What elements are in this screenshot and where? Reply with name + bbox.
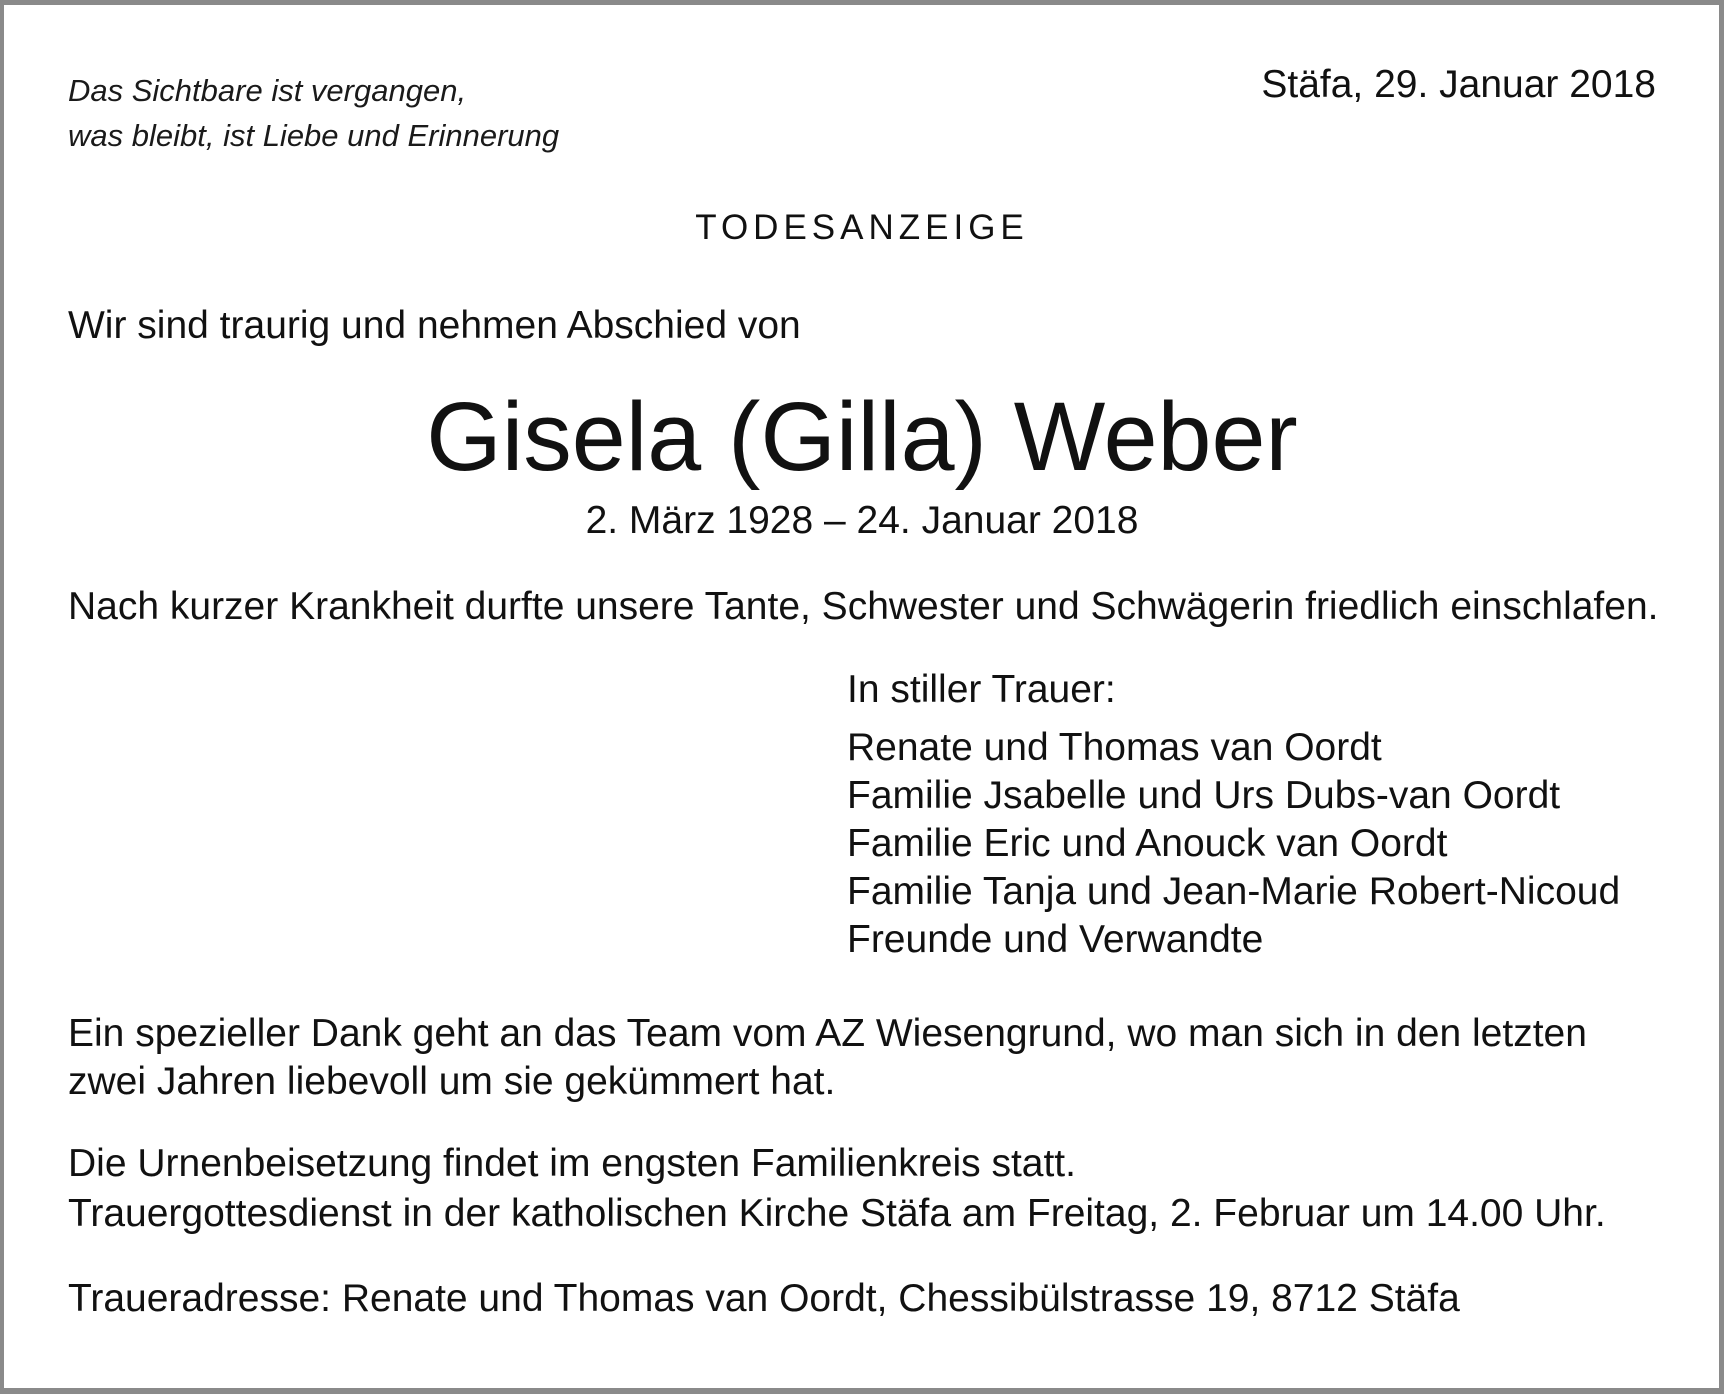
service-paragraph xyxy=(68,1139,1606,1239)
motto-line-1: Das Sichtbare ist vergangen, xyxy=(68,73,467,108)
mourner-entry: Familie Tanja und Jean-Marie Robert-Nicoud xyxy=(847,870,1621,913)
thanks-paragraph xyxy=(68,1010,1587,1106)
mourners-list xyxy=(847,724,1620,964)
mourners-label: In stiller Trauer: xyxy=(847,668,1116,711)
service-line-2: Trauergottesdienst in der katholischen Kirche Stäfa am Freitag, 2. Februar um 14.00 Uhr. xyxy=(68,1192,1606,1235)
motto-line-2: was bleibt, ist Liebe und Erinnerung xyxy=(68,118,560,153)
mourner-entry: Freunde und Verwandte xyxy=(847,918,1264,961)
passing-sentence: Nach kurzer Krankheit durfte unsere Tante, Schwester und Schwägerin friedlich einschlafen. xyxy=(68,585,1659,628)
mourning-address: Traueradresse: Renate und Thomas van Oordt, Chessibülstrasse 19, 8712 Stäfa xyxy=(68,1277,1460,1320)
deceased-name: Gisela (Gilla) Weber xyxy=(426,382,1298,491)
mourner-entry: Familie Eric und Anouck van Oordt xyxy=(847,822,1448,865)
life-dates: 2. März 1928 – 24. Januar 2018 xyxy=(585,499,1139,542)
place-date: Stäfa, 29. Januar 2018 xyxy=(1261,63,1656,106)
notice-heading: TODESANZEIGE xyxy=(695,208,1029,247)
thanks-line-2: zwei Jahren liebevoll um sie gekümmert hat. xyxy=(68,1060,836,1103)
service-line-1: Die Urnenbeisetzung findet im engsten Familienkreis statt. xyxy=(68,1142,1076,1185)
motto xyxy=(68,68,559,158)
mourner-entry: Familie Jsabelle und Urs Dubs-van Oordt xyxy=(847,774,1561,817)
mourner-entry: Renate und Thomas van Oordt xyxy=(847,726,1382,769)
thanks-line-1: Ein spezieller Dank geht an das Team vom AZ Wiesengrund, wo man sich in den letzten xyxy=(68,1012,1587,1055)
intro-text: Wir sind traurig und nehmen Abschied von xyxy=(68,304,801,347)
